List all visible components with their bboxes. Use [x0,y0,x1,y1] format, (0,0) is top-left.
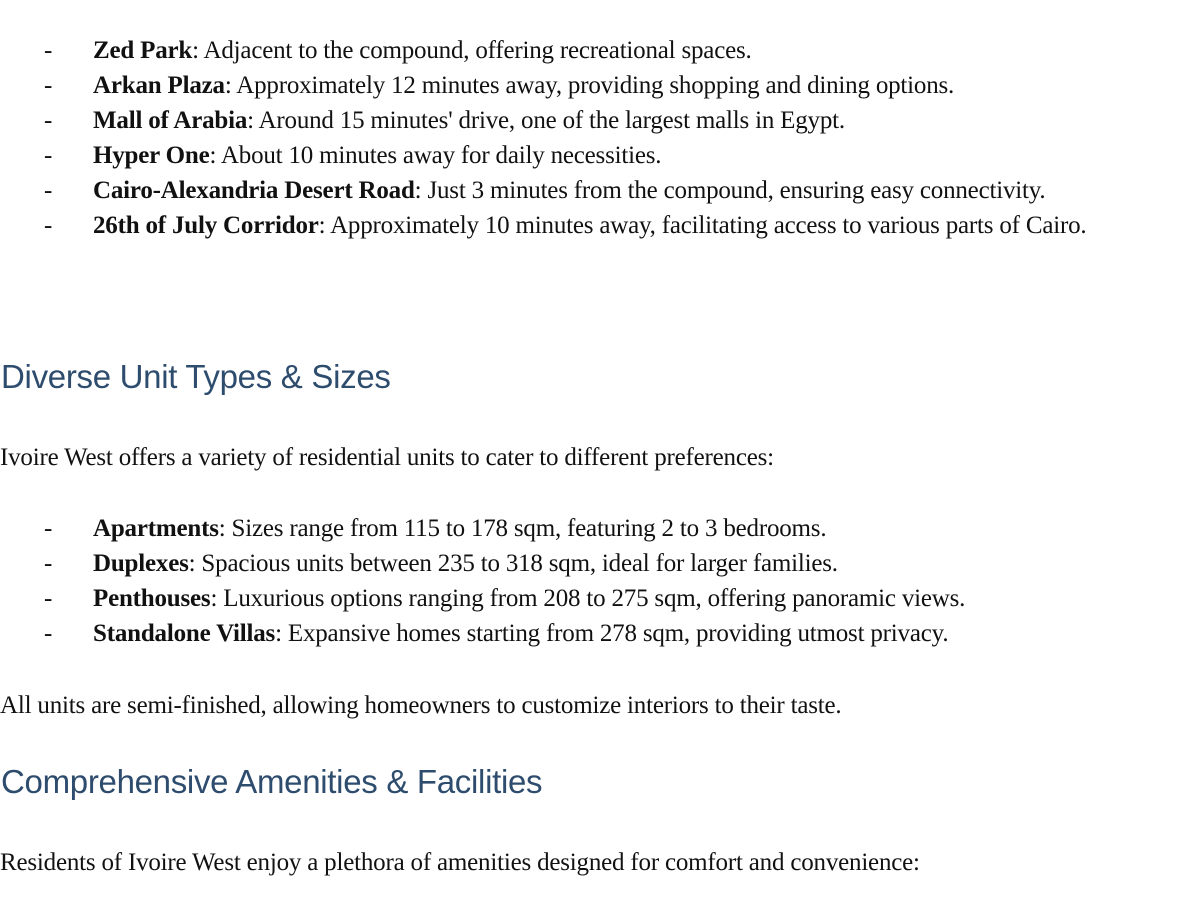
bullet-dash: - [44,515,53,542]
item-name: Zed Park [93,37,193,64]
bullet-dash: - [44,177,53,204]
item-text: : Approximately 10 minutes away, facilitating access to various parts of Cairo. [318,212,1087,239]
section-heading-amenities: Comprehensive Amenities & Facilities [1,763,543,800]
list-item [0,103,1188,138]
item-name: Penthouses [93,585,211,612]
bullet-dash: - [44,550,53,577]
list-item [0,173,1188,208]
unit-types-list [0,511,1188,651]
list-item [0,208,1188,243]
item-name: Mall of Arabia [93,107,248,134]
bullet-dash: - [44,212,53,239]
bullet-dash: - [44,37,53,64]
item-name: Cairo-Alexandria Desert Road [93,177,415,204]
section-heading-units: Diverse Unit Types & Sizes [1,358,391,395]
list-item [0,68,1188,103]
list-item [0,138,1188,173]
item-name: 26th of July Corridor [93,212,319,239]
item-name: Arkan Plaza [93,72,225,99]
bullet-dash: - [44,620,53,647]
item-text: : Adjacent to the compound, offering recreational spaces. [192,37,752,64]
item-text: : Sizes range from 115 to 178 sqm, featuring 2 to 3 bedrooms. [218,515,827,542]
item-text: : Expansive homes starting from 278 sqm, providing utmost privacy. [275,620,949,647]
item-text: : Luxurious options ranging from 208 to 275 sqm, offering panoramic views. [210,585,966,612]
item-text: : Around 15 minutes' drive, one of the largest malls in Egypt. [247,107,845,134]
location-list [0,33,1188,243]
item-text: : Just 3 minutes from the compound, ensuring easy connectivity. [414,177,1046,204]
list-item [0,33,1188,68]
bullet-dash: - [44,142,53,169]
amenities-intro-paragraph: Residents of Ivoire West enjoy a plethora of amenities designed for comfort and convenience: [0,849,920,876]
item-text: : Approximately 12 minutes away, providing shopping and dining options. [224,72,955,99]
list-item [0,546,1188,581]
list-item [0,616,1188,651]
list-item [0,581,1188,616]
item-name: Apartments [93,515,219,542]
item-name: Duplexes [93,550,189,577]
item-name: Hyper One [93,142,210,169]
item-name: Standalone Villas [93,620,276,647]
bullet-dash: - [44,585,53,612]
item-text: : About 10 minutes away for daily necessities. [209,142,662,169]
units-intro-paragraph: Ivoire West offers a variety of residential units to cater to different preferences: [0,444,774,471]
units-outro-paragraph: All units are semi-finished, allowing homeowners to customize interiors to their taste. [0,692,842,719]
bullet-dash: - [44,107,53,134]
bullet-dash: - [44,72,53,99]
item-text: : Spacious units between 235 to 318 sqm, ideal for larger families. [188,550,838,577]
list-item [0,511,1188,546]
